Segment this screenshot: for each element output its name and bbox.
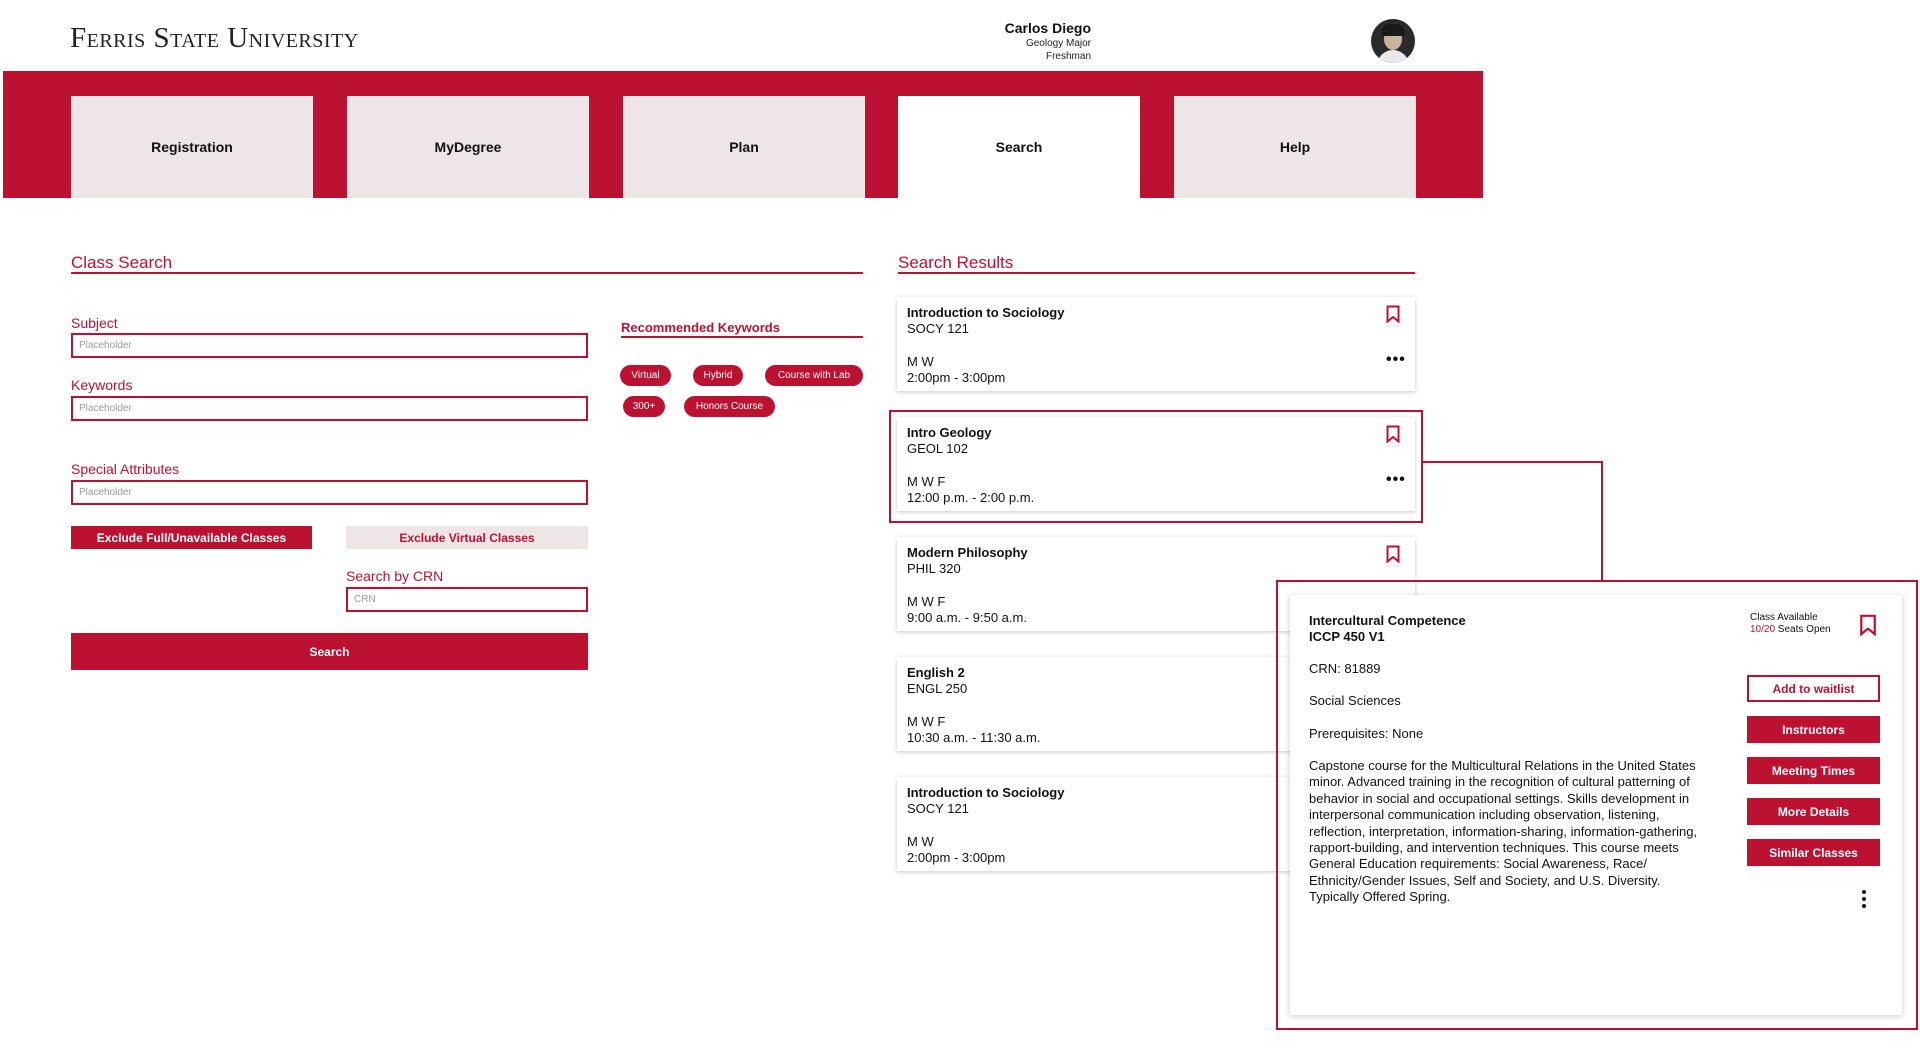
keyword-chip-course-with-lab[interactable]: Course with Lab	[765, 365, 863, 386]
detail-description: Capstone course for the Multicultural Relations in the United States minor. Advanced training in the recognition of cultural patterning of behavior in social and occupational settings. Skills development in interpersonal communication including observation, listening, reflection, interpretation, information-sharing, information-gathering, rapport-building, and intervention techniques. This course meets General Education requirements: Social Awareness, Race/ Ethnicity/Gender Issues, Self and Society, and U.S. Diversity. Typically Offered Spring.	[1309, 758, 1698, 905]
keyword-chip-virtual[interactable]: Virtual	[620, 365, 671, 386]
result-time: 10:30 a.m. - 11:30 a.m.	[907, 730, 1041, 745]
similar-classes-button[interactable]: Similar Classes	[1747, 839, 1880, 866]
search-results-title: Search Results	[898, 253, 1014, 272]
more-horizontal-icon[interactable]: •••	[1386, 351, 1406, 368]
result-title: Intro Geology	[907, 425, 992, 440]
connector-line-horizontal	[1423, 461, 1603, 463]
tab-registration[interactable]: Registration	[71, 96, 313, 198]
detail-crn: CRN: 81889	[1309, 661, 1381, 676]
crn-input[interactable]	[346, 587, 588, 612]
result-code: ENGL 250	[907, 681, 968, 696]
class-search-title: Class Search	[71, 253, 173, 272]
keyword-chip-honors-course[interactable]: Honors Course	[684, 396, 775, 417]
keywords-input[interactable]	[71, 396, 588, 421]
result-code: SOCY 121	[907, 801, 969, 816]
special-attributes-input[interactable]	[71, 480, 588, 505]
result-days: M W F	[907, 474, 946, 489]
subject-label: Subject	[71, 315, 118, 331]
crn-label: Search by CRN	[346, 568, 444, 584]
result-code: PHIL 320	[907, 561, 961, 576]
user-year: Freshman	[1045, 51, 1091, 62]
user-major: Geology Major	[1025, 38, 1091, 49]
search-button[interactable]: Search	[71, 633, 588, 670]
availability-label: Class Available	[1750, 612, 1818, 623]
bookmark-icon[interactable]	[1859, 614, 1877, 636]
more-horizontal-icon[interactable]: •••	[1386, 471, 1406, 488]
result-time: 12:00 p.m. - 2:00 p.m.	[907, 490, 1035, 505]
instructors-button[interactable]: Instructors	[1747, 716, 1880, 743]
result-time: 2:00pm - 3:00pm	[907, 370, 1006, 385]
bookmark-icon[interactable]	[1386, 305, 1400, 323]
university-logo: Ferris State University	[70, 22, 359, 54]
special-attributes-label: Special Attributes	[71, 461, 180, 477]
keyword-chip-300-plus[interactable]: 300+	[623, 396, 665, 417]
seats-suffix: Seats Open	[1775, 624, 1831, 635]
user-info	[931, 37, 1091, 63]
result-time: 9:00 a.m. - 9:50 a.m.	[907, 610, 1027, 625]
result-card[interactable]	[897, 297, 1415, 391]
more-vertical-icon[interactable]	[1862, 890, 1868, 911]
class-detail-panel	[1290, 595, 1902, 1015]
avatar[interactable]	[1371, 19, 1415, 63]
search-results-divider	[898, 272, 1415, 274]
seats-count: 10/20	[1750, 624, 1776, 635]
exclude-virtual-button[interactable]: Exclude Virtual Classes	[346, 526, 588, 549]
selected-card-highlight	[889, 410, 1423, 523]
class-search-divider	[71, 272, 863, 274]
tab-plan[interactable]: Plan	[623, 96, 865, 198]
result-days: M W	[907, 354, 934, 369]
recommended-keywords-title: Recommended Keywords	[621, 320, 780, 335]
result-code: GEOL 102	[907, 441, 968, 456]
keywords-label: Keywords	[71, 377, 133, 393]
result-days: M W F	[907, 594, 946, 609]
availability-status	[1750, 612, 1831, 636]
recommended-keywords-divider	[621, 336, 863, 338]
connector-line-vertical	[1601, 461, 1603, 581]
result-title: Modern Philosophy	[907, 545, 1028, 560]
detail-department: Social Sciences	[1309, 693, 1401, 708]
tab-mydegree[interactable]: MyDegree	[347, 96, 589, 198]
detail-title: Intercultural Competence	[1309, 613, 1466, 628]
keyword-chip-hybrid[interactable]: Hybrid	[693, 365, 743, 386]
subject-input[interactable]	[71, 333, 588, 358]
detail-prerequisites: Prerequisites: None	[1309, 726, 1424, 741]
tab-search[interactable]: Search	[898, 96, 1140, 198]
result-time: 2:00pm - 3:00pm	[907, 850, 1006, 865]
result-days: M W F	[907, 714, 946, 729]
result-days: M W	[907, 834, 934, 849]
result-code: SOCY 121	[907, 321, 969, 336]
bookmark-icon[interactable]	[1386, 545, 1400, 563]
result-title: Introduction to Sociology	[907, 785, 1065, 800]
exclude-full-button[interactable]: Exclude Full/Unavailable Classes	[71, 526, 312, 549]
user-name: Carlos Diego	[1004, 20, 1091, 36]
detail-code: ICCP 450 V1	[1309, 629, 1385, 644]
result-title: Introduction to Sociology	[907, 305, 1065, 320]
meeting-times-button[interactable]: Meeting Times	[1747, 757, 1880, 784]
main-nav	[3, 71, 1483, 198]
tab-help[interactable]: Help	[1174, 96, 1416, 198]
result-title: English 2	[907, 665, 965, 680]
add-to-waitlist-button[interactable]: Add to waitlist	[1747, 675, 1880, 702]
more-details-button[interactable]: More Details	[1747, 798, 1880, 825]
